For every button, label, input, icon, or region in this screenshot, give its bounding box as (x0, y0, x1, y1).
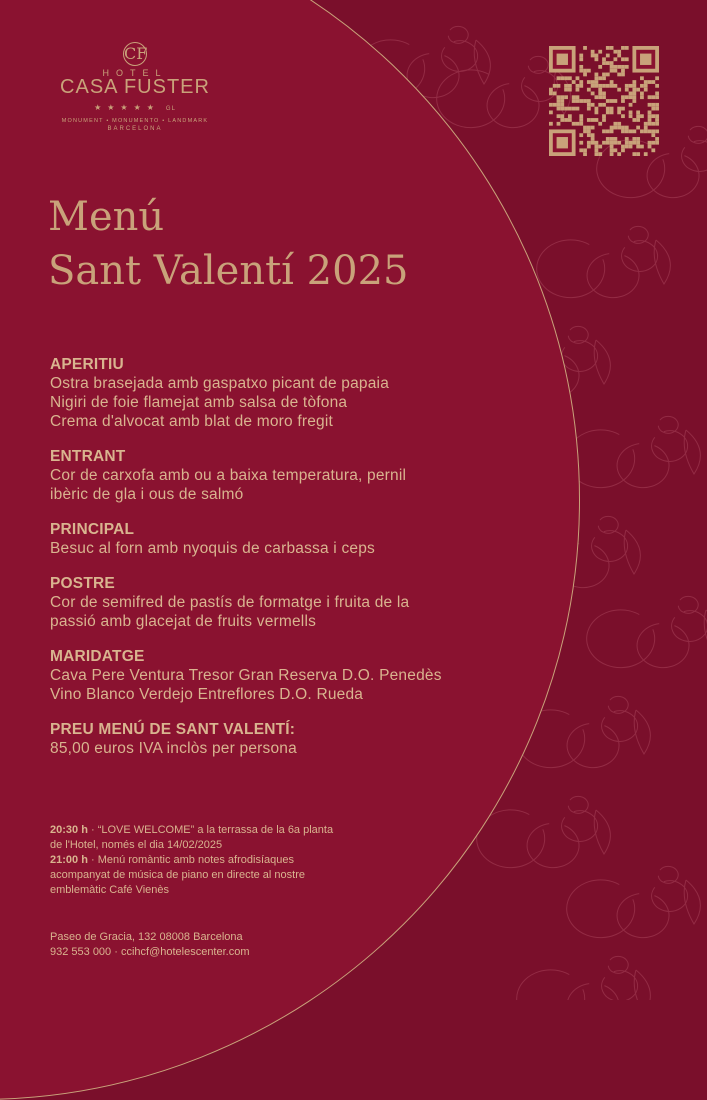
logo-hotel-word: HOTEL (102, 68, 168, 78)
qr-code-icon (548, 46, 660, 156)
note-line: acompanyat de música de piano en directe al nostre (50, 869, 305, 881)
menu-section-aperitiu (50, 355, 530, 431)
menu-section-postre (50, 574, 530, 631)
menu-item: Crema d'alvocat amb blat de moro fregit (50, 413, 333, 430)
menu-section-principal (50, 520, 530, 558)
menu-section-entrant (50, 447, 530, 504)
menu-title-line2: Sant Valentí 2025 (48, 248, 409, 294)
menu-list (50, 355, 530, 774)
note-line: de l'Hotel, només el dia 14/02/2025 (50, 839, 223, 851)
menu-item: Nigiri de foie flamejat amb salsa de tòfona (50, 394, 348, 411)
section-heading: ENTRANT (50, 448, 126, 465)
logo-category: GL (165, 106, 176, 112)
contact-info: 932 553 000 · ccihcf@hotelescenter.com (50, 946, 250, 958)
note-line: 21:00 h · Menú romàntic amb notes afrodisíaques (50, 854, 294, 866)
logo-stars: ★★★★★ GL (94, 103, 176, 112)
menu-section-price (50, 720, 530, 758)
logo-city: BARCELONA (107, 126, 163, 132)
menu-item: Cava Pere Ventura Tresor Gran Reserva D.O. Penedès (50, 667, 442, 684)
section-heading: APERITIU (50, 356, 124, 373)
section-heading: POSTRE (50, 575, 115, 592)
menu-item: passió amb glacejat de fruits vermells (50, 613, 317, 630)
menu-section-maridatge (50, 647, 530, 704)
logo-tagline: MONUMENT • MONUMENTO • LANDMARK (61, 118, 209, 124)
menu-item: Ostra brasejada amb gaspatxo picant de papaia (50, 375, 390, 392)
section-heading: PRINCIPAL (50, 521, 135, 538)
hotel-logo (50, 42, 220, 132)
section-heading: PREU MENÚ DE SANT VALENTÍ: (50, 721, 296, 738)
address: Paseo de Gracia, 132 08008 Barcelona (50, 931, 243, 943)
note-line: 20:30 h · “LOVE WELCOME” a la terrassa de la 6a planta (50, 824, 334, 836)
event-notes (50, 823, 450, 898)
note-time: 20:30 h (50, 824, 88, 836)
price-value: 85,00 euros IVA inclòs per persona (50, 740, 297, 757)
monogram-icon: CF (123, 42, 147, 66)
menu-title-line1: Menú (48, 194, 165, 240)
note-time: 21:00 h (50, 854, 88, 866)
menu-item: Besuc al forn amb nyoquis de carbassa i ceps (50, 540, 375, 557)
note-line: emblemàtic Café Vienès (50, 884, 170, 896)
contact-footer (50, 930, 250, 960)
section-heading: MARIDATGE (50, 648, 145, 665)
menu-item: Cor de carxofa amb ou a baixa temperatura, pernil (50, 467, 407, 484)
menu-item: Cor de semifred de pastís de formatge i fruita de la (50, 594, 410, 611)
menu-item: ibèric de gla i ous de salmó (50, 486, 244, 503)
menu-item: Vino Blanco Verdejo Entreflores D.O. Rueda (50, 686, 364, 703)
logo-hotel-name: CASA FUSTER (60, 76, 210, 98)
